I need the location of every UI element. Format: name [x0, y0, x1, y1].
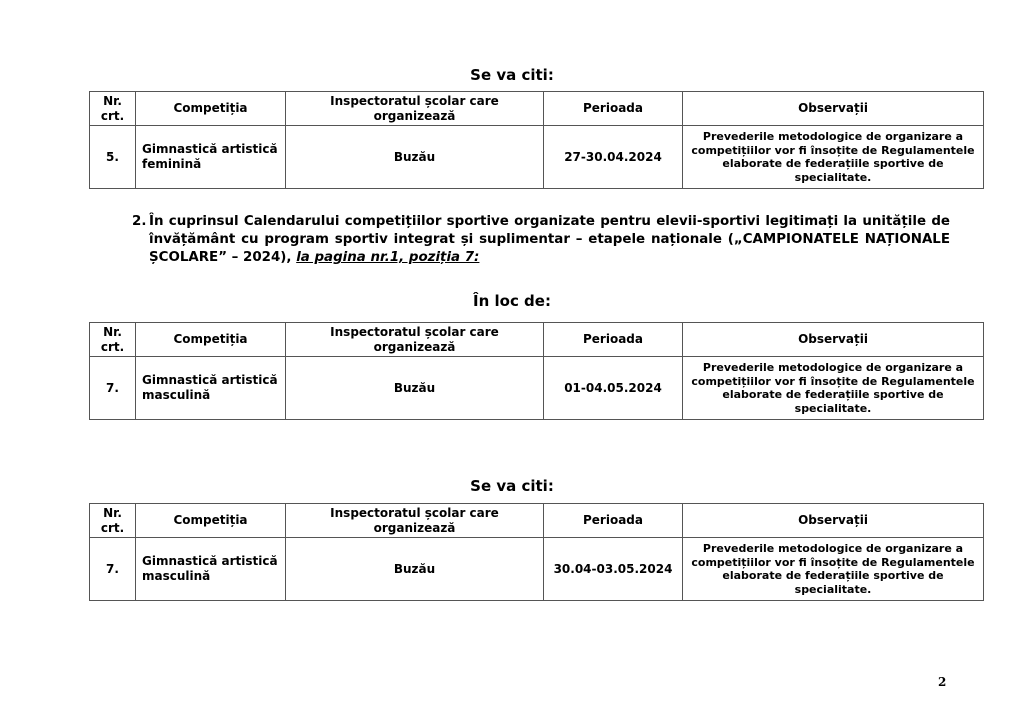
cell-observatii: Prevederile metodologice de organizare a competițiilor vor fi însoțite de Regulamentele elaborate de federațiile sportive de specialitate. [683, 538, 984, 601]
col-observatii-header: Observații [683, 92, 984, 126]
table-header-row [90, 323, 984, 357]
cell-inspectorat: Buzău [286, 357, 544, 420]
paragraph-text [132, 213, 950, 267]
col-perioada-header: Perioada [544, 504, 683, 538]
paragraph-number: 2. [132, 214, 147, 229]
section1-heading: Se va citi: [470, 66, 554, 84]
amendment-paragraph [132, 213, 950, 267]
paragraph-reference: la pagina nr.1, poziția 7: [296, 250, 480, 265]
table-row [90, 357, 984, 420]
cell-perioada: 30.04-03.05.2024 [544, 538, 683, 601]
cell-inspectorat: Buzău [286, 126, 544, 189]
col-inspectorat-header: Inspectoratul școlar care organizează [286, 504, 544, 538]
cell-perioada: 27-30.04.2024 [544, 126, 683, 189]
cell-observatii: Prevederile metodologice de organizare a competițiilor vor fi însoțite de Regulamentele elaborate de federațiile sportive de specialitate. [683, 357, 984, 420]
col-perioada-header: Perioada [544, 92, 683, 126]
section2-table [89, 322, 984, 420]
col-nr-header: Nr. crt. [90, 92, 136, 126]
section3-heading: Se va citi: [470, 477, 554, 495]
col-nr-header: Nr. crt. [90, 323, 136, 357]
section1-table [89, 91, 984, 189]
table-row [90, 126, 984, 189]
cell-nr: 7. [90, 538, 136, 601]
col-observatii-header: Observații [683, 504, 984, 538]
table-header-row [90, 92, 984, 126]
cell-observatii: Prevederile metodologice de organizare a competițiilor vor fi însoțite de Regulamentele elaborate de federațiile sportive de specialitate. [683, 126, 984, 189]
section3-table [89, 503, 984, 601]
cell-competitie: Gimnastică artistică masculină [136, 357, 286, 420]
col-competitie-header: Competiția [136, 92, 286, 126]
col-observatii-header: Observații [683, 323, 984, 357]
cell-competitie: Gimnastică artistică masculină [136, 538, 286, 601]
cell-nr: 5. [90, 126, 136, 189]
col-inspectorat-header: Inspectoratul școlar care organizează [286, 323, 544, 357]
table-header-row [90, 504, 984, 538]
col-competitie-header: Competiția [136, 504, 286, 538]
table-row [90, 538, 984, 601]
col-inspectorat-header: Inspectoratul școlar care organizează [286, 92, 544, 126]
cell-inspectorat: Buzău [286, 538, 544, 601]
page-number: 2 [938, 675, 947, 689]
cell-nr: 7. [90, 357, 136, 420]
cell-perioada: 01-04.05.2024 [544, 357, 683, 420]
paragraph-body: În cuprinsul Calendarului competițiilor sportive organizate pentru elevii-sportivi legitimați la unitățile de învățământ cu program sportiv integrat și suplimentar – etapele naționale („CAMPIONATELE NAȚIONALE ȘCOLARE” – 2024), [149, 214, 950, 265]
col-nr-header: Nr. crt. [90, 504, 136, 538]
cell-competitie: Gimnastică artistică feminină [136, 126, 286, 189]
col-competitie-header: Competiția [136, 323, 286, 357]
col-perioada-header: Perioada [544, 323, 683, 357]
section2-heading: În loc de: [473, 292, 551, 310]
